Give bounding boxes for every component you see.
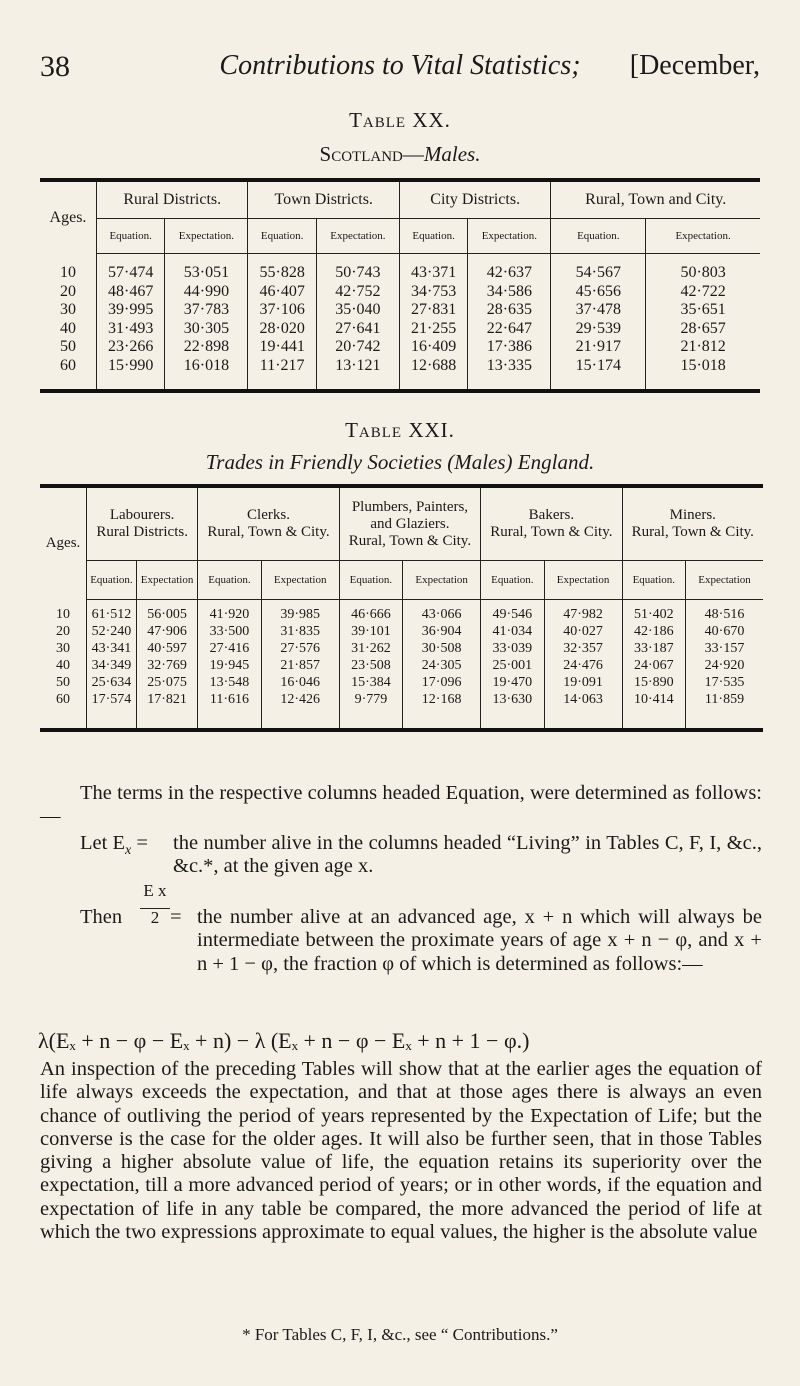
equation-cell: 46·407: [248, 283, 316, 302]
equation-cell: 46·666: [339, 600, 402, 624]
table-row: [40, 283, 760, 302]
page-number: 38: [40, 50, 70, 83]
expectation-cell: 43·066: [403, 600, 481, 624]
equation-cell: 21·917: [551, 338, 646, 357]
table-21-subtitle: Trades in Friendly Societies (Males) England.: [205, 450, 595, 474]
equation-cell: 16·409: [399, 338, 467, 357]
let-subscript: x: [124, 843, 132, 859]
subheader-expectation: Expectation: [686, 561, 763, 600]
equation-cell: 15·384: [339, 674, 402, 691]
group-header: Rural, Town and City.: [551, 180, 760, 219]
equation-cell: 33·187: [622, 640, 685, 657]
equation-cell: 39·101: [339, 623, 402, 640]
expectation-cell: 17·535: [686, 674, 763, 691]
equation-cell: 57·474: [97, 254, 165, 283]
expectation-cell: 27·641: [316, 320, 399, 339]
group-header: [339, 486, 480, 561]
table-row: [40, 338, 760, 357]
ages-header: Ages.: [45, 535, 81, 552]
expectation-cell: 47·906: [136, 623, 197, 640]
group-header-line: Miners.: [669, 507, 716, 523]
equation-cell: 37·478: [551, 301, 646, 320]
definition-then: [80, 882, 762, 1022]
then-fraction-denominator: 2: [140, 908, 170, 927]
inspection-paragraph: An inspection of the preceding Tables will show that at the earlier ages the equation of life always exceeds the expectation, and that at those ages there is always an even chance of outliving the period of years represented by the Expectation of Life; but the converse is the case for the older ages. It will also be further seen, that in those Tables giving a higher absolute value of life, the equation retains its superiority over the expectation, till a more advanced period of years; or in other words, if the equation and expectation of life in any table be compared, the more advanced the period of life at which the two expressions approximate to equal values, the higher is the absolute value: [40, 1058, 762, 1244]
subheader-equation: Equation.: [248, 219, 316, 254]
group-header-line: Rural Districts.: [96, 524, 188, 540]
equation-cell: 15·990: [97, 357, 165, 392]
expectation-cell: 32·769: [136, 657, 197, 674]
group-header-line: Bakers.: [528, 507, 575, 523]
equation-cell: 41·920: [198, 600, 261, 624]
let-lead: Let E: [80, 832, 125, 854]
equation-cell: 43·371: [399, 254, 467, 283]
age-cell: 30: [56, 641, 70, 656]
definition-let-lead: [80, 832, 148, 862]
equation-cell: 23·266: [97, 338, 165, 357]
footnote: * For Tables C, F, I, &c., see “ Contributions.”: [242, 1325, 558, 1344]
running-date: [December,: [629, 50, 760, 81]
equation-cell: 37·106: [248, 301, 316, 320]
subheader-expectation: Expectation.: [646, 219, 760, 254]
subheader-expectation: Expectation.: [468, 219, 551, 254]
then-equals: =: [170, 906, 182, 928]
expectation-cell: 48·516: [686, 600, 763, 624]
subheader-equation: Equation.: [87, 561, 137, 600]
equation-cell: 23·508: [339, 657, 402, 674]
table-row: [40, 254, 760, 283]
expectation-cell: 21·812: [646, 338, 760, 357]
group-header-line: Labourers.: [109, 507, 175, 523]
subheader-equation: Equation.: [481, 561, 544, 600]
equation-cell: 15·174: [551, 357, 646, 392]
expectation-cell: 12·168: [403, 691, 481, 730]
equation-cell: 11·217: [248, 357, 316, 392]
equation-cell: 29·539: [551, 320, 646, 339]
expectation-cell: 17·096: [403, 674, 481, 691]
equation-cell: 27·416: [198, 640, 261, 657]
equation-cell: 33·039: [481, 640, 544, 657]
group-header: City Districts.: [399, 180, 550, 219]
table-21-body: [40, 600, 763, 731]
equation-cell: 31·493: [97, 320, 165, 339]
equation-cell: 33·500: [198, 623, 261, 640]
expectation-cell: 42·722: [646, 283, 760, 302]
definition-let-body: the number alive in the columns headed “Living” in Tables C, F, I, &c., &c.*, at the given age x.: [173, 832, 762, 878]
equation-cell: 19·441: [248, 338, 316, 357]
equation-cell: 21·255: [399, 320, 467, 339]
expectation-cell: 44·990: [165, 283, 248, 302]
equation-cell: 13·630: [481, 691, 544, 730]
age-cell: 40: [60, 319, 76, 337]
expectation-cell: 35·651: [646, 301, 760, 320]
definition-then-body: the number alive at an advanced age, x + n which will always be intermediate between the proximate years of age x + n − φ, and x + n + 1 − φ, the fraction φ of which is determined as follows:—: [197, 906, 762, 975]
subheader-equation: Equation.: [622, 561, 685, 600]
table-20-subtitle-place: Scotland: [319, 142, 403, 166]
running-header: [40, 50, 760, 90]
table-20-caption: Table XX.: [349, 108, 451, 132]
expectation-cell: 13·121: [316, 357, 399, 392]
expectation-cell: 36·904: [403, 623, 481, 640]
expectation-cell: 15·018: [646, 357, 760, 392]
equation-cell: 51·402: [622, 600, 685, 624]
expectation-cell: 22·898: [165, 338, 248, 357]
expectation-cell: 50·803: [646, 254, 760, 283]
equation-cell: 28·020: [248, 320, 316, 339]
table-row: [40, 623, 763, 640]
expectation-cell: 16·046: [261, 674, 339, 691]
expectation-cell: 22·647: [468, 320, 551, 339]
subheader-expectation: Expectation: [136, 561, 197, 600]
table-21: [40, 484, 763, 732]
equation-cell: 12·688: [399, 357, 467, 392]
expectation-cell: 33·157: [686, 640, 763, 657]
expectation-cell: 53·051: [165, 254, 248, 283]
subheader-equation: Equation.: [551, 219, 646, 254]
equation-cell: 52·240: [87, 623, 137, 640]
equation-cell: 11·616: [198, 691, 261, 730]
subheader-equation: Equation.: [198, 561, 261, 600]
running-title: Contributions to Vital Statistics;: [219, 50, 581, 81]
age-cell: 60: [60, 356, 76, 374]
age-cell: 60: [56, 692, 70, 707]
table-row: [40, 357, 760, 392]
group-header: [481, 486, 622, 561]
equation-cell: 42·186: [622, 623, 685, 640]
subheader-equation: Equation.: [97, 219, 165, 254]
age-cell: 10: [60, 263, 76, 281]
table-row: [40, 691, 763, 730]
table-row: [40, 674, 763, 691]
equation-cell: 9·779: [339, 691, 402, 730]
then-lead: Then: [80, 906, 123, 928]
age-cell: 40: [56, 658, 70, 673]
equation-cell: 45·656: [551, 283, 646, 302]
expectation-cell: 37·783: [165, 301, 248, 320]
equation-cell: 34·753: [399, 283, 467, 302]
expectation-cell: 35·040: [316, 301, 399, 320]
expectation-cell: 39·985: [261, 600, 339, 624]
expectation-cell: 32·357: [544, 640, 622, 657]
expectation-cell: 50·743: [316, 254, 399, 283]
equation-cell: 34·349: [87, 657, 137, 674]
expectation-cell: 47·982: [544, 600, 622, 624]
table-row: [40, 320, 760, 339]
equation-cell: 13·548: [198, 674, 261, 691]
expectation-cell: 56·005: [136, 600, 197, 624]
group-header: [198, 486, 339, 561]
expectation-cell: 21·857: [261, 657, 339, 674]
equation-cell: 25·001: [481, 657, 544, 674]
expectation-cell: 42·637: [468, 254, 551, 283]
table-row: [40, 301, 760, 320]
equation-cell: 39·995: [97, 301, 165, 320]
expectation-cell: 28·657: [646, 320, 760, 339]
equation-cell: 24·067: [622, 657, 685, 674]
group-header: Town Districts.: [248, 180, 399, 219]
equation-cell: 10·414: [622, 691, 685, 730]
group-header-line: Rural, Town & City.: [490, 524, 613, 540]
equation-cell: 27·831: [399, 301, 467, 320]
ages-header: Ages.: [49, 208, 87, 226]
expectation-cell: 24·305: [403, 657, 481, 674]
intro-paragraph: The terms in the respective columns headed Equation, were determined as follows:—: [40, 782, 762, 828]
table-21-caption: Table XXI.: [345, 418, 455, 442]
formula: λ(Eₓ + n − φ − Eₓ + n) − λ (Eₓ + n − φ − Eₓ + n + 1 − φ.): [38, 1028, 530, 1053]
subheader-equation: Equation.: [339, 561, 402, 600]
equation-cell: 31·262: [339, 640, 402, 657]
equation-cell: 43·341: [87, 640, 137, 657]
equation-cell: 19·945: [198, 657, 261, 674]
expectation-cell: 24·920: [686, 657, 763, 674]
expectation-cell: 42·752: [316, 283, 399, 302]
then-fraction: [140, 882, 170, 927]
age-cell: 50: [56, 675, 70, 690]
expectation-cell: 11·859: [686, 691, 763, 730]
expectation-cell: 24·476: [544, 657, 622, 674]
expectation-cell: 12·426: [261, 691, 339, 730]
let-equals: =: [131, 832, 148, 854]
expectation-cell: 13·335: [468, 357, 551, 392]
age-cell: 50: [60, 338, 76, 355]
subheader-expectation: Expectation: [544, 561, 622, 600]
expectation-cell: 40·027: [544, 623, 622, 640]
then-fraction-numerator: E x: [143, 881, 167, 900]
group-header-line: and Glaziers.: [370, 515, 450, 532]
equation-cell: 49·546: [481, 600, 544, 624]
subheader-expectation: Expectation: [403, 561, 481, 600]
equation-cell: 19·470: [481, 674, 544, 691]
age-cell: 10: [56, 606, 70, 622]
expectation-cell: 14·063: [544, 691, 622, 730]
age-cell: 20: [56, 624, 70, 639]
expectation-cell: 27·576: [261, 640, 339, 657]
expectation-cell: 19·091: [544, 674, 622, 691]
group-header-line: Rural, Town & City.: [631, 524, 754, 540]
group-header: [87, 486, 198, 561]
table-20: [40, 178, 760, 393]
subheader-expectation: Expectation: [261, 561, 339, 600]
age-cell: 30: [60, 301, 76, 318]
equation-cell: 55·828: [248, 254, 316, 283]
expectation-cell: 25·075: [136, 674, 197, 691]
expectation-cell: 40·597: [136, 640, 197, 657]
expectation-cell: 20·742: [316, 338, 399, 357]
equation-cell: 25·634: [87, 674, 137, 691]
table-20-subtitle: [0, 142, 800, 167]
subheader-expectation: Expectation.: [165, 219, 248, 254]
group-header-line: Rural, Town & City.: [207, 524, 330, 540]
expectation-cell: 30·305: [165, 320, 248, 339]
equation-cell: 41·034: [481, 623, 544, 640]
group-header: Rural Districts.: [97, 180, 248, 219]
group-header-line: Clerks.: [247, 507, 290, 523]
table-row: [40, 600, 763, 624]
equation-cell: 15·890: [622, 674, 685, 691]
table-20-subtitle-dash: —: [402, 142, 424, 166]
equation-cell: 48·467: [97, 283, 165, 302]
group-header-line: Rural, Town & City.: [348, 532, 472, 549]
equation-cell: 54·567: [551, 254, 646, 283]
subheader-expectation: Expectation.: [316, 219, 399, 254]
table-row: [40, 640, 763, 657]
age-cell: 20: [60, 282, 76, 300]
expectation-cell: 31·835: [261, 623, 339, 640]
group-header-line: Plumbers, Painters,: [351, 498, 469, 515]
equation-cell: 61·512: [87, 600, 137, 624]
expectation-cell: 17·386: [468, 338, 551, 357]
equation-cell: 17·574: [87, 691, 137, 730]
subheader-equation: Equation.: [399, 219, 467, 254]
expectation-cell: 28·635: [468, 301, 551, 320]
expectation-cell: 17·821: [136, 691, 197, 730]
expectation-cell: 30·508: [403, 640, 481, 657]
expectation-cell: 34·586: [468, 283, 551, 302]
table-20-subtitle-sex: Males.: [423, 142, 481, 166]
table-row: [40, 657, 763, 674]
table-20-body: [40, 254, 760, 392]
group-header: [622, 486, 763, 561]
expectation-cell: 16·018: [165, 357, 248, 392]
expectation-cell: 40·670: [686, 623, 763, 640]
